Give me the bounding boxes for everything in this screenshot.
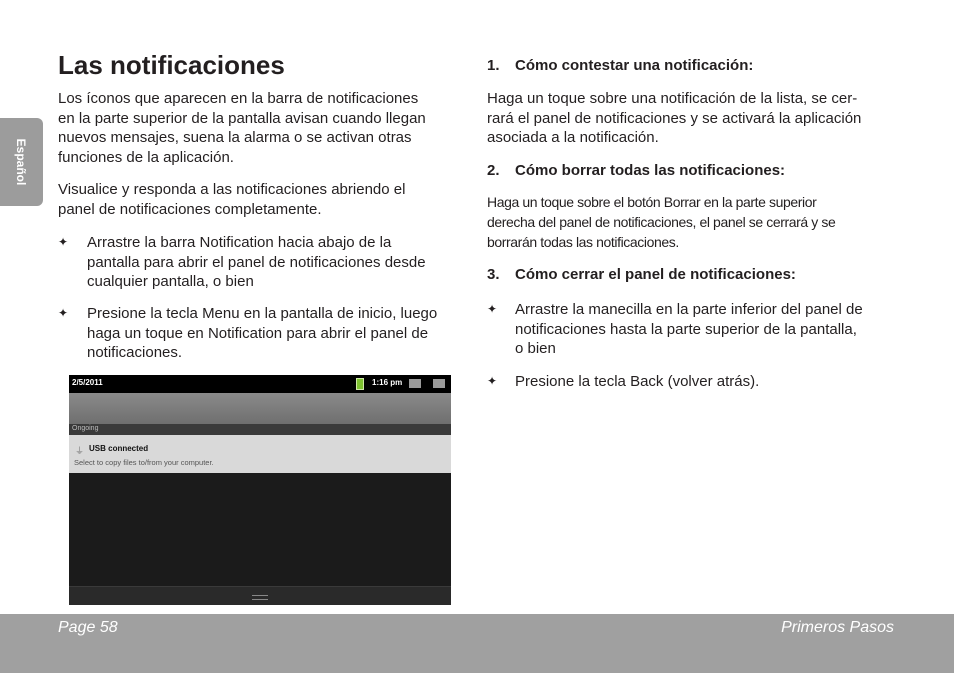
- notification-panel-screenshot: [69, 375, 451, 605]
- bullet-star-icon: ✦: [58, 235, 69, 249]
- bullet-line: Presione la tecla Menu en la pantalla de inicio, luego: [87, 305, 438, 322]
- page-title: Las notificaciones: [58, 50, 285, 80]
- answer-line: asociada a la notificación.: [487, 129, 659, 146]
- panel-header: [69, 393, 451, 424]
- page-number: Page 58: [58, 619, 118, 636]
- intro-line: Los íconos que aparecen en la barra de notificaciones: [58, 90, 419, 107]
- notification-text: Select to copy files to/from your computer.: [74, 458, 214, 467]
- answer-paragraph: [487, 89, 861, 148]
- status-bar: [69, 375, 451, 393]
- bullet-line: Arrastre la manecilla en la parte inferior del panel de: [515, 301, 863, 318]
- status-time: 1:16 pm: [372, 378, 403, 387]
- bullet-drag-handle: [487, 300, 907, 359]
- language-tab: [0, 118, 43, 206]
- bullet-line: Arrastre la barra Notification hacia abajo de la: [87, 234, 392, 251]
- bullet-drag-bar: [58, 233, 468, 292]
- usb-icon: ⏚: [75, 446, 85, 456]
- heading-label: Cómo borrar todas las notificaciones:: [515, 162, 786, 179]
- intro-line: nuevos mensajes, suena la alarma o se activan otras: [58, 129, 412, 146]
- section-name: Primeros Pasos: [781, 619, 894, 636]
- bullet-star-icon: ✦: [58, 306, 69, 320]
- bullet-line: haga un toque en Notification para abrir el panel de: [87, 324, 429, 342]
- visualize-line: Visualice y responda a las notificaciones abriendo el: [58, 181, 406, 198]
- answer-line: rará el panel de notificaciones y se activará la aplicación: [487, 109, 862, 127]
- battery-icon: [356, 378, 364, 390]
- bullet-line: o bien: [515, 340, 556, 357]
- ongoing-section: [69, 424, 451, 435]
- intro-line: funciones de la aplicación.: [58, 148, 234, 166]
- page-footer: [0, 614, 954, 673]
- bullet-line: Presione la tecla Back (volver atrás).: [515, 373, 760, 390]
- volume-up-icon: [433, 379, 445, 388]
- bullet-menu-key: [58, 304, 478, 363]
- intro-line: en la parte superior de la pantalla avisan cuando llegan: [58, 109, 426, 127]
- bullet-star-icon: ✦: [487, 374, 498, 388]
- bullet-line: notificaciones hasta la parte superior de la pantalla,: [515, 320, 857, 338]
- language-tab-label: Español: [14, 138, 28, 186]
- clear-paragraph: [487, 192, 835, 252]
- ongoing-label: Ongoing: [72, 425, 99, 432]
- bullet-line: notificaciones.: [87, 344, 183, 361]
- bullet-line: pantalla para abrir el panel de notificaciones desde: [87, 253, 426, 271]
- visualize-line: panel de notificaciones completamente.: [58, 200, 322, 218]
- answer-line: Haga un toque sobre una notificación de la lista, se cer-: [487, 90, 858, 107]
- grip-icon: [252, 595, 268, 600]
- intro-paragraph: [58, 89, 426, 167]
- status-date: 2/5/2011: [72, 378, 103, 387]
- panel-drag-handle[interactable]: [69, 586, 451, 605]
- heading-label: Cómo cerrar el panel de notificaciones:: [515, 266, 796, 283]
- bullet-back-key: [487, 372, 907, 392]
- usb-notification[interactable]: [69, 435, 451, 473]
- clear-line: Haga un toque sobre el botón Borrar en la parte superior: [487, 194, 817, 210]
- volume-down-icon: [409, 379, 421, 388]
- clear-line: derecha del panel de notificaciones, el panel se cerrará y se: [487, 214, 836, 230]
- bullet-line: cualquier pantalla, o bien: [87, 273, 254, 290]
- bullet-star-icon: ✦: [487, 302, 498, 316]
- heading-label: Cómo contestar una notificación:: [515, 57, 754, 74]
- visualize-paragraph: [58, 180, 405, 219]
- clear-line: borrarán todas las notificaciones.: [487, 234, 679, 250]
- heading-number: 2.: [487, 162, 500, 179]
- notification-title: USB connected: [89, 444, 149, 453]
- heading-number: 1.: [487, 57, 500, 74]
- heading-number: 3.: [487, 266, 500, 283]
